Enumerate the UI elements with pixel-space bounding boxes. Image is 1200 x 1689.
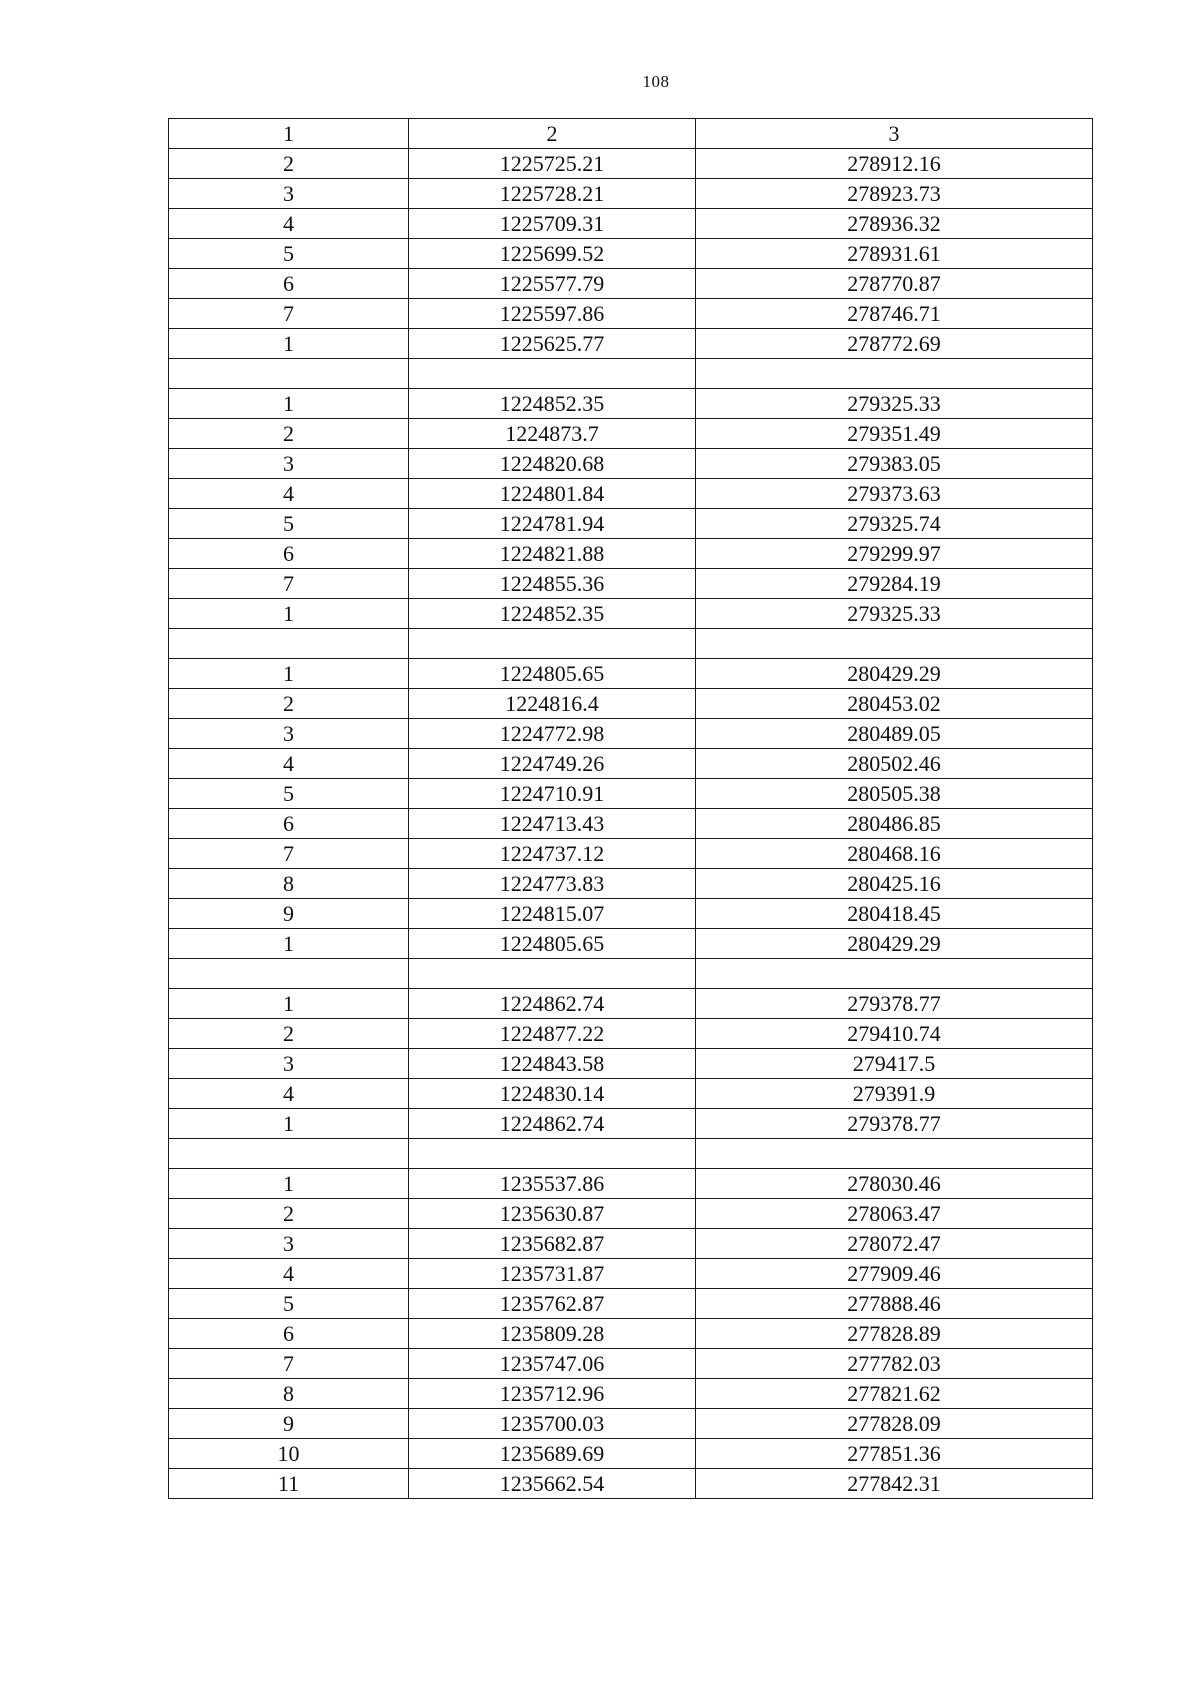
table-row [169, 839, 1093, 869]
y-coordinate-cell: 278931.61 [696, 239, 1093, 269]
coordinates-table-container [168, 118, 1092, 1499]
point-number-cell: 6 [169, 269, 409, 299]
table-row [169, 929, 1093, 959]
x-coordinate-cell: 1225699.52 [409, 239, 696, 269]
y-coordinate-cell: 280486.85 [696, 809, 1093, 839]
y-coordinate-cell: 277842.31 [696, 1469, 1093, 1499]
y-coordinate-cell: 278772.69 [696, 329, 1093, 359]
table-row [169, 149, 1093, 179]
x-coordinate-cell: 1225577.79 [409, 269, 696, 299]
x-coordinate-cell: 1224805.65 [409, 659, 696, 689]
x-coordinate-cell: 1235630.87 [409, 1199, 696, 1229]
point-number-cell: 7 [169, 299, 409, 329]
y-coordinate-cell: 280418.45 [696, 899, 1093, 929]
table-row [169, 779, 1093, 809]
table-row [169, 449, 1093, 479]
table-row [169, 689, 1093, 719]
table-separator-row [169, 959, 1093, 989]
table-row [169, 239, 1093, 269]
x-coordinate-cell: 1224749.26 [409, 749, 696, 779]
point-number-cell: 2 [169, 1019, 409, 1049]
x-coordinate-cell: 1225625.77 [409, 329, 696, 359]
point-number-cell: 1 [169, 1109, 409, 1139]
table-row [169, 1259, 1093, 1289]
point-number-cell [169, 629, 409, 659]
y-coordinate-cell: 280489.05 [696, 719, 1093, 749]
y-coordinate-cell: 278030.46 [696, 1169, 1093, 1199]
x-coordinate-cell: 1224821.88 [409, 539, 696, 569]
point-number-cell: 5 [169, 239, 409, 269]
x-coordinate-cell: 1224781.94 [409, 509, 696, 539]
x-coordinate-cell: 1225728.21 [409, 179, 696, 209]
point-number-cell: 3 [169, 1049, 409, 1079]
point-number-cell: 4 [169, 749, 409, 779]
table-separator-row [169, 359, 1093, 389]
x-coordinate-cell: 1235689.69 [409, 1439, 696, 1469]
y-coordinate-cell: 278063.47 [696, 1199, 1093, 1229]
coordinates-table [168, 118, 1093, 1499]
point-number-cell: 6 [169, 1319, 409, 1349]
point-number-cell: 2 [169, 149, 409, 179]
table-row [169, 329, 1093, 359]
point-number-cell: 3 [169, 449, 409, 479]
x-coordinate-cell: 1224820.68 [409, 449, 696, 479]
point-number-cell: 1 [169, 329, 409, 359]
point-number-cell: 3 [169, 1229, 409, 1259]
point-number-cell: 6 [169, 809, 409, 839]
y-coordinate-cell: 277828.09 [696, 1409, 1093, 1439]
point-number-cell: 6 [169, 539, 409, 569]
y-coordinate-cell: 278072.47 [696, 1229, 1093, 1259]
table-row [169, 1469, 1093, 1499]
x-coordinate-cell: 1235747.06 [409, 1349, 696, 1379]
y-coordinate-cell: 279383.05 [696, 449, 1093, 479]
point-number-cell: 5 [169, 509, 409, 539]
table-row [169, 659, 1093, 689]
y-coordinate-cell: 279410.74 [696, 1019, 1093, 1049]
y-coordinate-cell: 279373.63 [696, 479, 1093, 509]
x-coordinate-cell: 1224815.07 [409, 899, 696, 929]
table-row [169, 869, 1093, 899]
point-number-cell [169, 959, 409, 989]
table-row [169, 899, 1093, 929]
x-coordinate-cell: 1224710.91 [409, 779, 696, 809]
x-coordinate-cell: 1224773.83 [409, 869, 696, 899]
table-row [169, 1409, 1093, 1439]
table-separator-row [169, 629, 1093, 659]
table-row [169, 809, 1093, 839]
table-row [169, 1199, 1093, 1229]
x-coordinate-cell: 1224855.36 [409, 569, 696, 599]
y-coordinate-cell: 280505.38 [696, 779, 1093, 809]
table-row [169, 989, 1093, 1019]
point-number-cell: 7 [169, 1349, 409, 1379]
y-coordinate-cell: 278912.16 [696, 149, 1093, 179]
column-number-3: 3 [696, 119, 1093, 149]
point-number-cell: 1 [169, 599, 409, 629]
table-row [169, 569, 1093, 599]
x-coordinate-cell: 1224873.7 [409, 419, 696, 449]
x-coordinate-cell: 1224843.58 [409, 1049, 696, 1079]
table-separator-row [169, 1139, 1093, 1169]
x-coordinate-cell [409, 959, 696, 989]
point-number-cell: 5 [169, 1289, 409, 1319]
x-coordinate-cell: 1224877.22 [409, 1019, 696, 1049]
x-coordinate-cell: 1235700.03 [409, 1409, 696, 1439]
y-coordinate-cell: 277828.89 [696, 1319, 1093, 1349]
y-coordinate-cell: 278923.73 [696, 179, 1093, 209]
column-number-2: 2 [409, 119, 696, 149]
point-number-cell: 7 [169, 839, 409, 869]
point-number-cell: 1 [169, 1169, 409, 1199]
x-coordinate-cell: 1224862.74 [409, 989, 696, 1019]
table-row [169, 599, 1093, 629]
y-coordinate-cell: 277909.46 [696, 1259, 1093, 1289]
table-row [169, 1229, 1093, 1259]
y-coordinate-cell: 279325.33 [696, 599, 1093, 629]
y-coordinate-cell: 278770.87 [696, 269, 1093, 299]
x-coordinate-cell: 1224805.65 [409, 929, 696, 959]
y-coordinate-cell: 279391.9 [696, 1079, 1093, 1109]
x-coordinate-cell: 1235731.87 [409, 1259, 696, 1289]
column-number-1: 1 [169, 119, 409, 149]
table-row [169, 1079, 1093, 1109]
x-coordinate-cell [409, 1139, 696, 1169]
x-coordinate-cell: 1224737.12 [409, 839, 696, 869]
table-row [169, 719, 1093, 749]
point-number-cell: 8 [169, 869, 409, 899]
y-coordinate-cell: 280468.16 [696, 839, 1093, 869]
table-row [169, 1349, 1093, 1379]
x-coordinate-cell: 1224816.4 [409, 689, 696, 719]
x-coordinate-cell: 1224852.35 [409, 599, 696, 629]
x-coordinate-cell: 1224801.84 [409, 479, 696, 509]
y-coordinate-cell: 280425.16 [696, 869, 1093, 899]
table-row [169, 1169, 1093, 1199]
table-row [169, 749, 1093, 779]
point-number-cell: 1 [169, 659, 409, 689]
y-coordinate-cell: 277821.62 [696, 1379, 1093, 1409]
table-row [169, 269, 1093, 299]
table-row [169, 419, 1093, 449]
table-row [169, 1049, 1093, 1079]
point-number-cell [169, 1139, 409, 1169]
table-row [169, 479, 1093, 509]
y-coordinate-cell [696, 359, 1093, 389]
y-coordinate-cell: 277888.46 [696, 1289, 1093, 1319]
y-coordinate-cell: 279378.77 [696, 989, 1093, 1019]
point-number-cell: 1 [169, 989, 409, 1019]
point-number-cell: 2 [169, 689, 409, 719]
y-coordinate-cell: 279325.33 [696, 389, 1093, 419]
point-number-cell: 2 [169, 419, 409, 449]
y-coordinate-cell: 279378.77 [696, 1109, 1093, 1139]
point-number-cell: 8 [169, 1379, 409, 1409]
point-number-cell: 4 [169, 479, 409, 509]
table-row [169, 1289, 1093, 1319]
table-row [169, 389, 1093, 419]
y-coordinate-cell [696, 629, 1093, 659]
table-row [169, 1319, 1093, 1349]
y-coordinate-cell [696, 1139, 1093, 1169]
y-coordinate-cell: 279351.49 [696, 419, 1093, 449]
point-number-cell: 11 [169, 1469, 409, 1499]
table-row [169, 209, 1093, 239]
y-coordinate-cell: 280453.02 [696, 689, 1093, 719]
x-coordinate-cell: 1224713.43 [409, 809, 696, 839]
table-header-row [169, 119, 1093, 149]
y-coordinate-cell [696, 959, 1093, 989]
table-row [169, 179, 1093, 209]
point-number-cell: 4 [169, 1259, 409, 1289]
table-row [169, 1439, 1093, 1469]
y-coordinate-cell: 280502.46 [696, 749, 1093, 779]
x-coordinate-cell: 1235662.54 [409, 1469, 696, 1499]
x-coordinate-cell [409, 359, 696, 389]
point-number-cell: 2 [169, 1199, 409, 1229]
table-row [169, 1379, 1093, 1409]
y-coordinate-cell: 277851.36 [696, 1439, 1093, 1469]
x-coordinate-cell: 1235762.87 [409, 1289, 696, 1319]
y-coordinate-cell: 277782.03 [696, 1349, 1093, 1379]
point-number-cell: 7 [169, 569, 409, 599]
y-coordinate-cell: 279299.97 [696, 539, 1093, 569]
x-coordinate-cell: 1224830.14 [409, 1079, 696, 1109]
y-coordinate-cell: 279325.74 [696, 509, 1093, 539]
point-number-cell: 5 [169, 779, 409, 809]
point-number-cell: 3 [169, 179, 409, 209]
point-number-cell: 1 [169, 929, 409, 959]
table-row [169, 509, 1093, 539]
table-row [169, 539, 1093, 569]
y-coordinate-cell: 278936.32 [696, 209, 1093, 239]
y-coordinate-cell: 280429.29 [696, 929, 1093, 959]
point-number-cell [169, 359, 409, 389]
x-coordinate-cell: 1225725.21 [409, 149, 696, 179]
point-number-cell: 10 [169, 1439, 409, 1469]
x-coordinate-cell: 1235712.96 [409, 1379, 696, 1409]
x-coordinate-cell: 1225709.31 [409, 209, 696, 239]
table-row [169, 1109, 1093, 1139]
point-number-cell: 4 [169, 209, 409, 239]
x-coordinate-cell: 1235537.86 [409, 1169, 696, 1199]
x-coordinate-cell: 1235809.28 [409, 1319, 696, 1349]
point-number-cell: 9 [169, 899, 409, 929]
point-number-cell: 3 [169, 719, 409, 749]
point-number-cell: 1 [169, 389, 409, 419]
table-row [169, 1019, 1093, 1049]
y-coordinate-cell: 278746.71 [696, 299, 1093, 329]
point-number-cell: 9 [169, 1409, 409, 1439]
y-coordinate-cell: 279284.19 [696, 569, 1093, 599]
x-coordinate-cell: 1224862.74 [409, 1109, 696, 1139]
page-number: 108 [642, 72, 670, 91]
x-coordinate-cell: 1224772.98 [409, 719, 696, 749]
x-coordinate-cell: 1235682.87 [409, 1229, 696, 1259]
point-number-cell: 4 [169, 1079, 409, 1109]
x-coordinate-cell: 1224852.35 [409, 389, 696, 419]
x-coordinate-cell: 1225597.86 [409, 299, 696, 329]
y-coordinate-cell: 280429.29 [696, 659, 1093, 689]
y-coordinate-cell: 279417.5 [696, 1049, 1093, 1079]
x-coordinate-cell [409, 629, 696, 659]
table-row [169, 299, 1093, 329]
